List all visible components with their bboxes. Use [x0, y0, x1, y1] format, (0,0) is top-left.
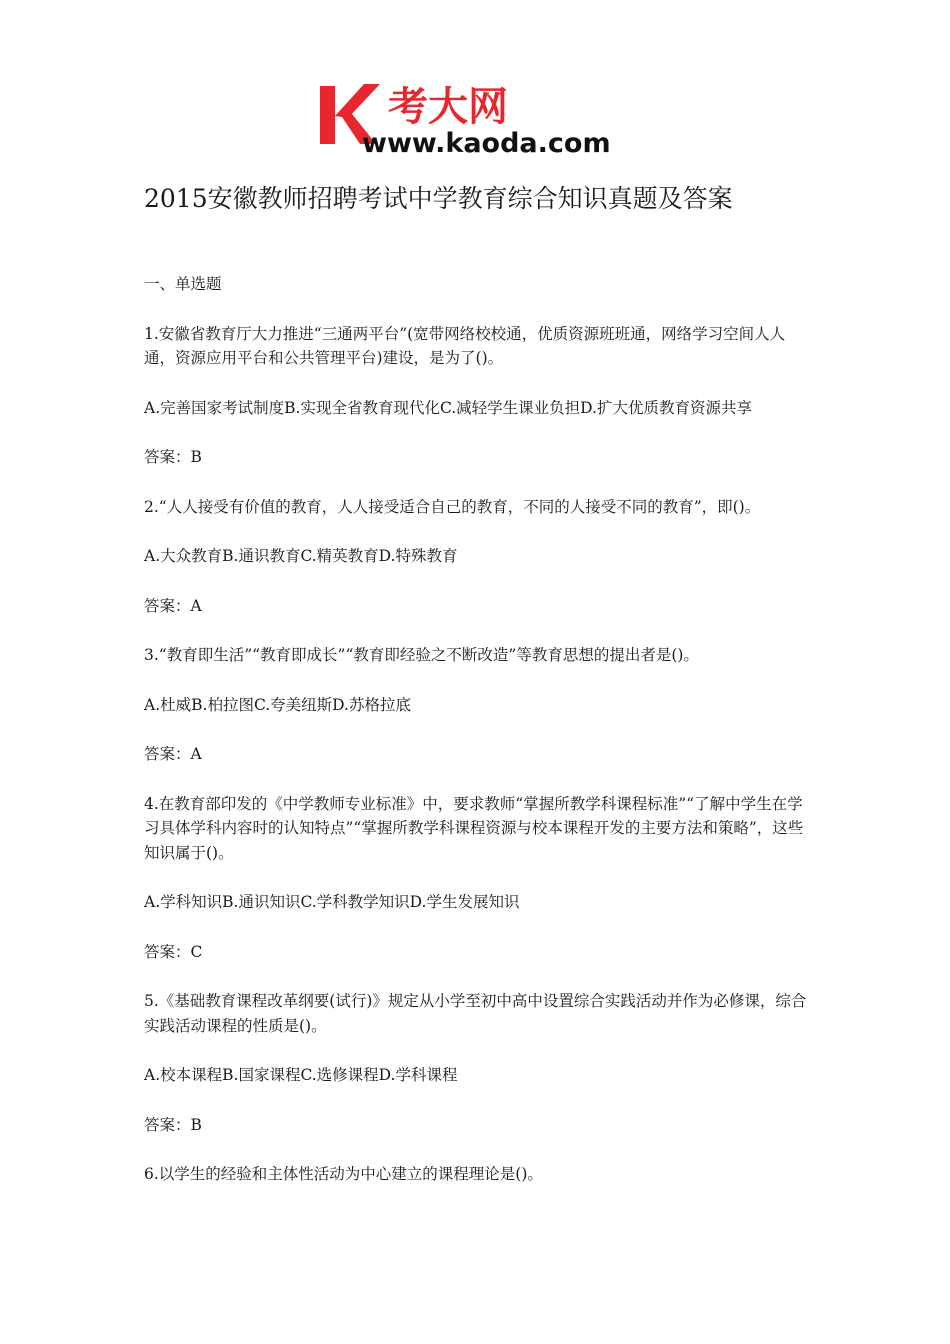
- kaoda-logo: [318, 78, 638, 158]
- question-4-options: A.学科知识B.通识知识C.学科教学知识D.学生发展知识: [144, 893, 520, 911]
- question-5: 5.《基础教育课程改革纲要(试行)》规定从小学至初中高中设置综合实践活动并作为必修课，综合实践活动课程的性质是()。: [144, 992, 807, 1035]
- question-4: 4.在教育部印发的《中学教师专业标准》中，要求教师“掌握所教学科课程标准”“了解中学生在学习具体学科内容时的认知特点”“掌握所教学科课程资源与校本课程开发的主要方法和策略”，这些知识属于()。: [144, 794, 804, 862]
- question-2-options: A.大众教育B.通识教育C.精英教育D.特殊教育: [144, 547, 458, 565]
- question-3-options: A.杜威B.柏拉图C.夸美纽斯D.苏格拉底: [144, 695, 411, 714]
- kaoda-logo-graphic: [318, 78, 638, 158]
- question-5-answer: 答案：B: [144, 1115, 202, 1134]
- question-1-answer: 答案：B: [144, 448, 202, 466]
- question-4-answer: 答案：C: [144, 942, 203, 961]
- question-3: 3.“教育即生活”“教育即成长”“教育即经验之不断改造”等教育思想的提出者是()。: [144, 646, 699, 664]
- brand-url: www.kaoda.com: [362, 128, 611, 158]
- question-3-answer: 答案：A: [144, 745, 202, 763]
- section-heading: 一、单选题: [144, 275, 222, 293]
- question-2: 2.“人人接受有价值的教育，人人接受适合自己的教育，不同的人接受不同的教育”，即()。: [144, 497, 761, 516]
- question-2-answer: 答案：A: [144, 596, 202, 615]
- brand-text: 考大网: [388, 84, 508, 130]
- document-body: [144, 272, 814, 1212]
- question-5-options: A.校本课程B.国家课程C.选修课程D.学科课程: [144, 1066, 458, 1084]
- question-1: 1.安徽省教育厅大力推进“三通两平台”(宽带网络校校通，优质资源班班通，网络学习空间人人通，资源应用平台和公共管理平台)建设，是为了()。: [144, 324, 786, 367]
- document-title: 2015安徽教师招聘考试中学教育综合知识真题及答案: [144, 184, 733, 213]
- question-6: 6.以学生的经验和主体性活动为中心建立的课程理论是()。: [144, 1165, 543, 1183]
- question-1-options: A.完善国家考试制度B.实现全省教育现代化C.减轻学生课业负担D.扩大优质教育资源共享: [144, 398, 752, 417]
